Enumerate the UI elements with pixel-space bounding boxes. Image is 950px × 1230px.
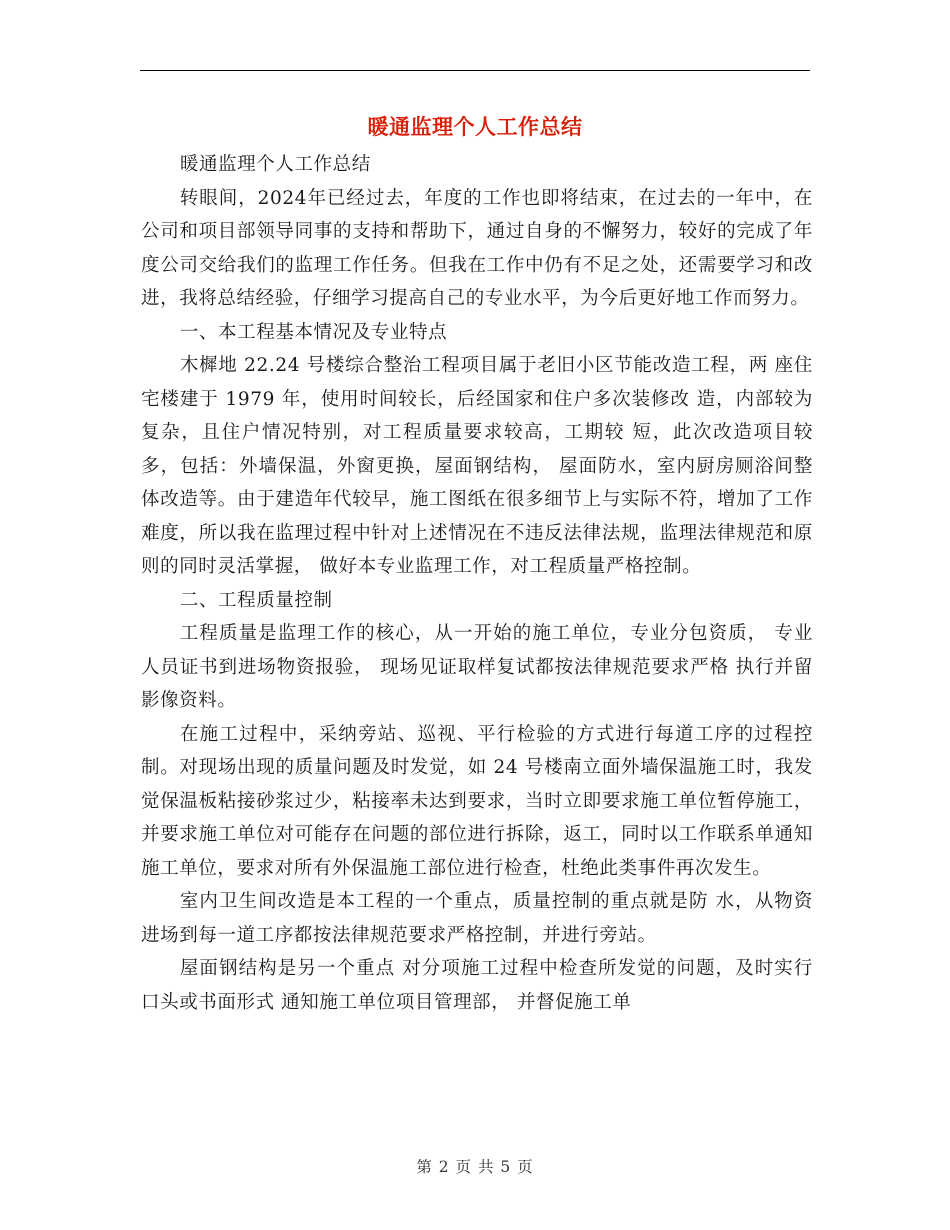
paragraph-roof-steel: 屋面钢结构是另一个重点 对分项施工过程中检查所发觉的问题，及时实行口头或书面形式 通知施工单位项目管理部， 并督促施工单 (141, 958, 813, 1013)
document-title: 暖通监理个人工作总结 (367, 114, 583, 139)
paragraph-intro: 转眼间，2024年已经过去，年度的工作也即将结束，在过去的一年中，在公司和项目部领导同事的支持和帮助下，通过自身的不懈努力，较好的完成了年度公司交给我们的监理工作任务。但我在工作中仍有不足之处，还需要学习和改进，我将总结经验，仔细学习提高自己的专业水平，为今后更好地工作而努力。 (141, 187, 813, 309)
document-body (141, 148, 813, 1019)
page-number: 第 2 页 共 5 页 (416, 1158, 534, 1176)
paragraph-bathroom: 室内卫生间改造是本工程的一个重点，质量控制的重点就是防 水，从物资进场到每一道工序都按法律规范要求严格控制，并进行旁站。 (141, 891, 813, 946)
paragraph-project-overview: 木樨地 22.24 号楼综合整治工程项目属于老旧小区节能改造工程，两 座住宅楼建于 1979 年，使用时间较长，后经国家和住户多次装修改 造，内部较为复杂，且住户情况特别，对工程质量要求较高，工期较 短，此次改造项目较多，包括：外墙保温，外窗更换，屋面钢结构， 屋面防水，室内厨房厕浴间整体改造等。由于建造年代较早，施工图纸在很多细节上与实际不符，增加了工作难度，所以我在监理过程中针对上述情况在不违反法律法规，监理法律规范和原则的同时灵活掌握， 做好本专业监理工作，对工程质量严格控制。 (141, 355, 813, 577)
header-rule (140, 70, 810, 71)
section-heading-1: 一、本工程基本情况及专业特点 (179, 321, 448, 343)
section-heading-2: 二、工程质量控制 (179, 589, 333, 611)
paragraph-process-control: 在施工过程中，采纳旁站、巡视、平行检验的方式进行每道工序的过程控制。对现场出现的质量问题及时发觉，如 24 号楼南立面外墙保温施工时，我发觉保温板粘接砂浆过少，粘接率未达到要求，当时立即要求施工单位暂停施工， 并要求施工单位对可能存在问题的部位进行拆除，返工，同时以工作联系单通知施工单位，要求对所有外保温施工部位进行检查，杜绝此类事件再次发生。 (141, 723, 813, 879)
paragraph-subtitle: 暖通监理个人工作总结 (179, 154, 371, 175)
paragraph-quality-core: 工程质量是监理工作的核心，从一开始的施工单位，专业分包资质， 专业人员证书到进场物资报验， 现场见证取样复试都按法律规范要求严格 执行并留影像资料。 (141, 623, 813, 711)
